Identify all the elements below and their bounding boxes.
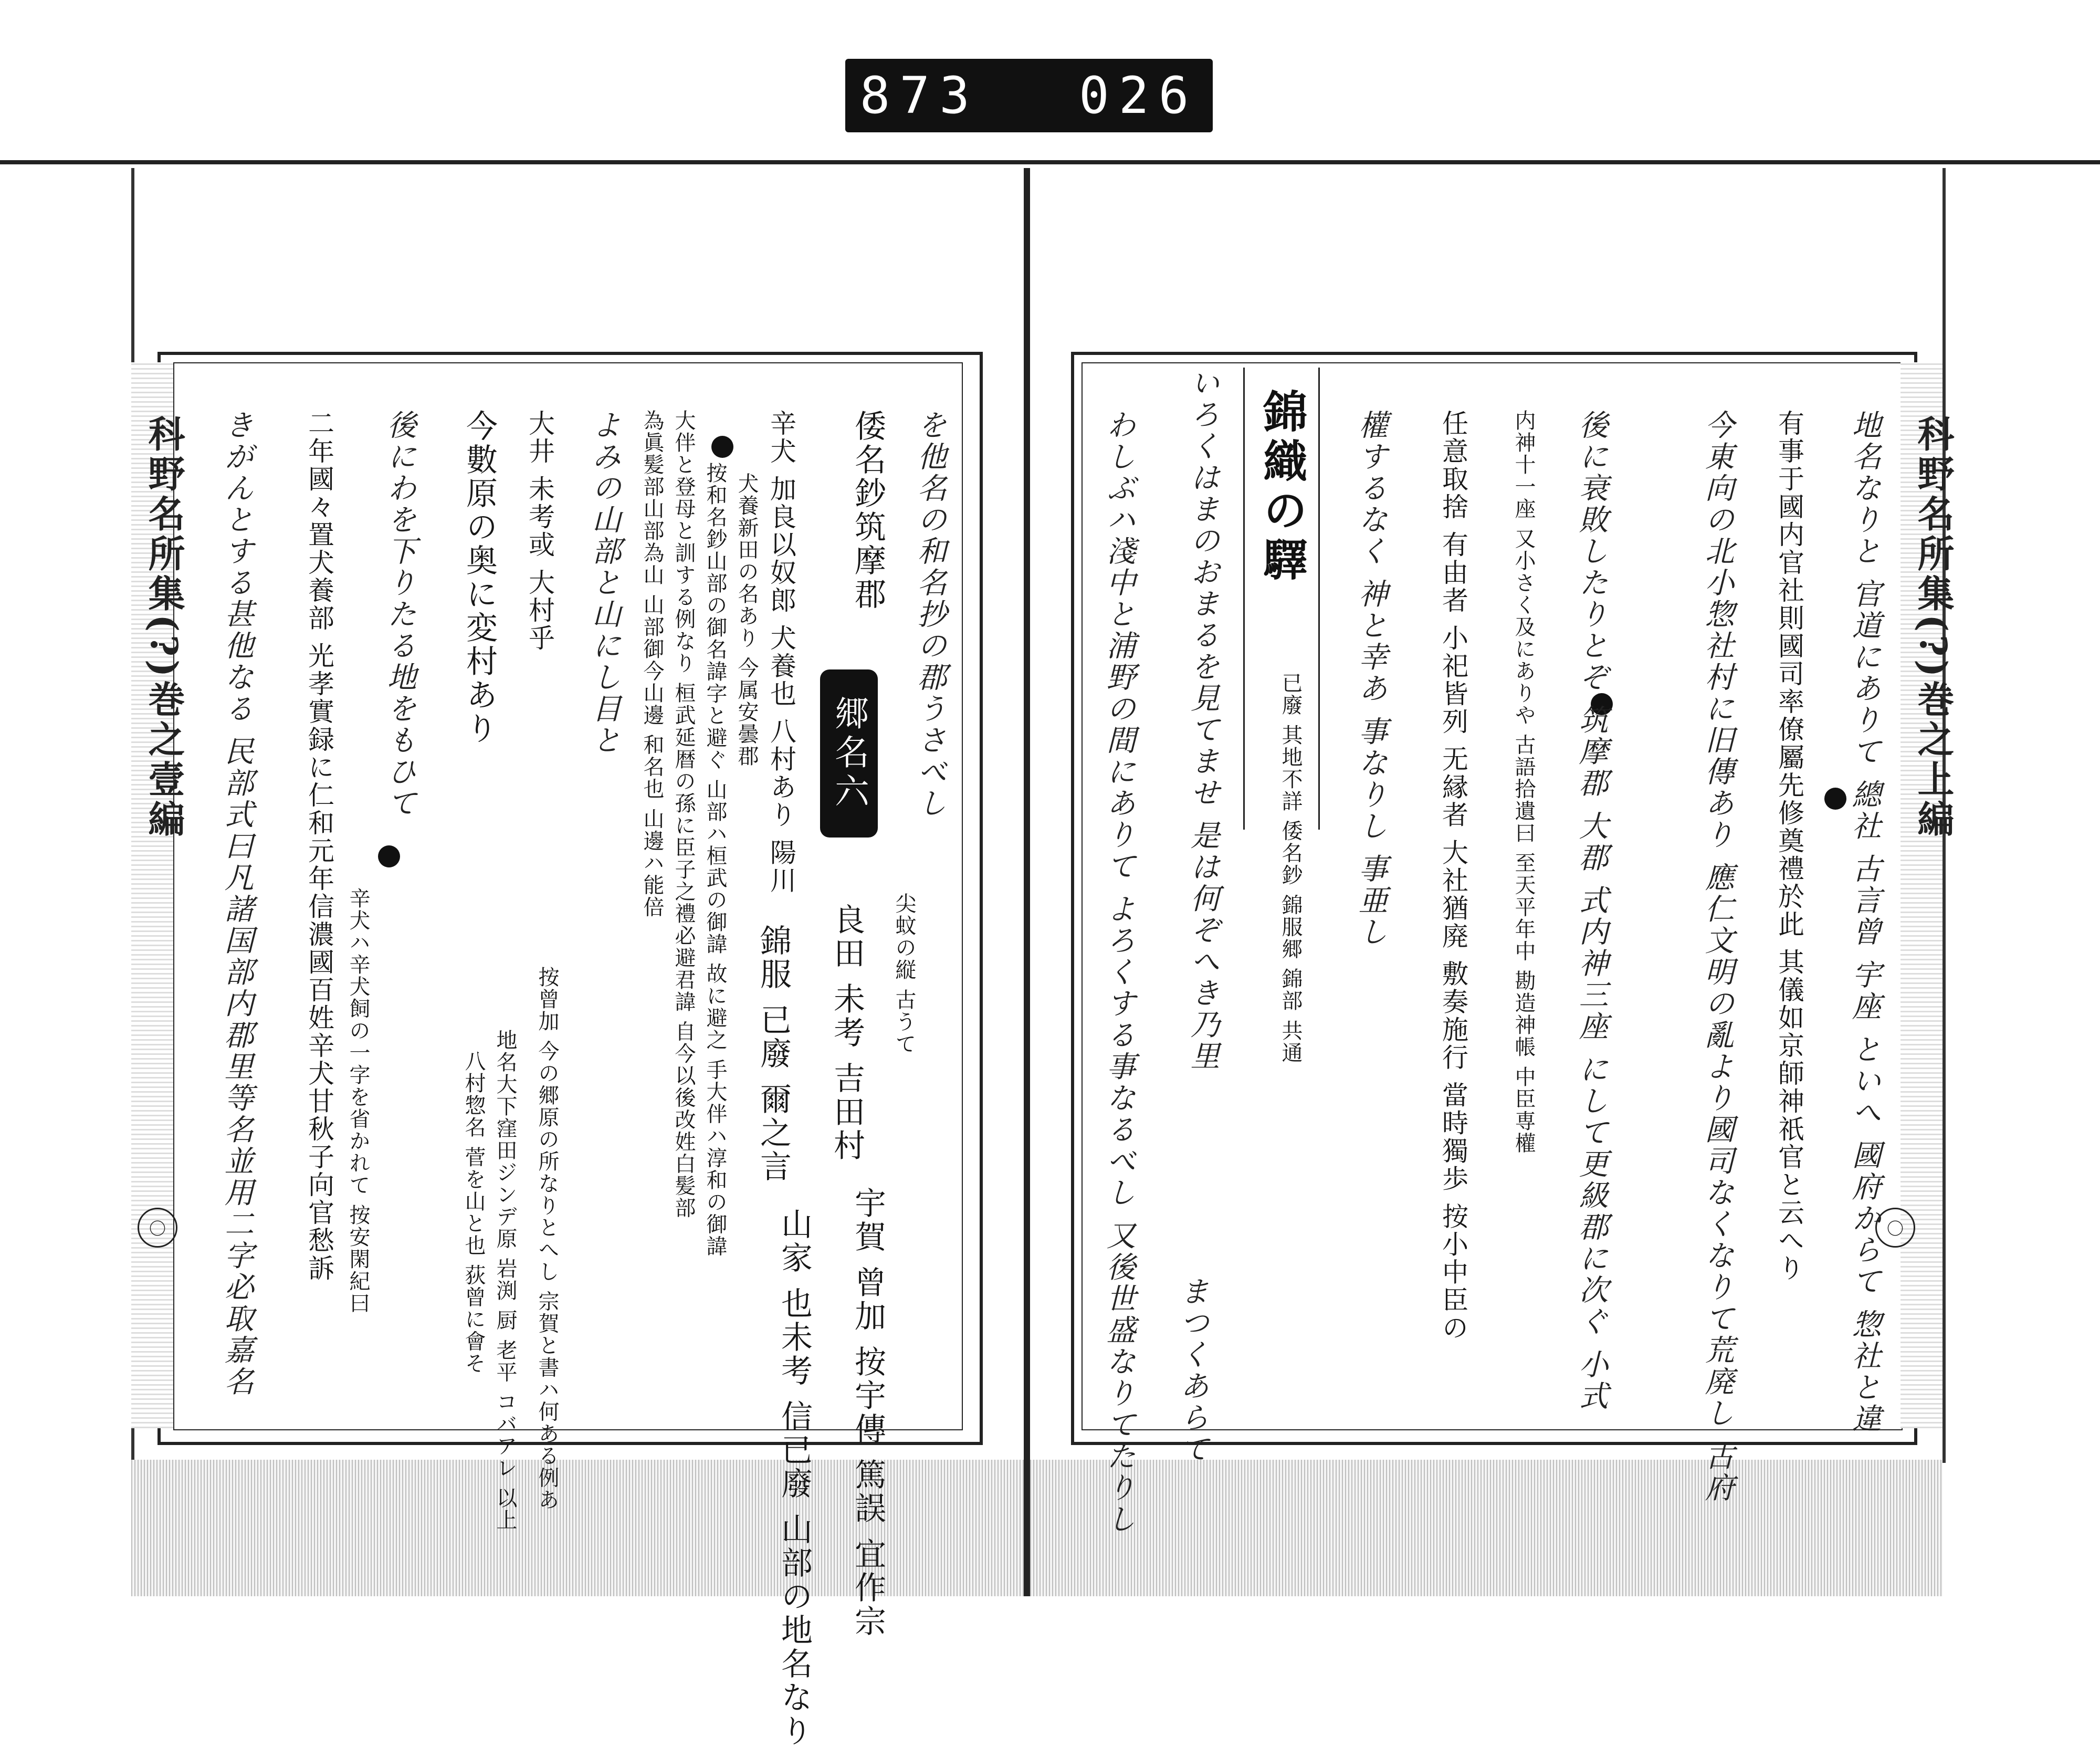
right-col-3: 今東向の北小惣社村に旧傳あり 應仁文明の亂より國司なくなりて荒廃し 古府: [1700, 410, 1735, 1504]
left-col-3: 辛犬 加良以奴郎 犬養也 八村あり 陽川: [766, 410, 796, 895]
right-col-1: 地名なりと 官道にありて 總社 古言曾 宇座 といへ 國府からて 惣社と違: [1847, 410, 1882, 1435]
right-cursive-1: いろくはまのおまるを見てませ 是は何ぞへき乃里: [1185, 368, 1220, 1072]
left-mid-col-8: 山家 也未考 信已廢 山部の地名なり: [776, 1208, 813, 1748]
reel-number-right: 026: [1079, 66, 1199, 125]
left-col-2: 倭名鈔筑摩郡: [849, 410, 886, 611]
right-cursive-2: まつくあらて: [1175, 1276, 1210, 1465]
right-col-2: 有事于國内官社則國司率僚屬先修奠禮於此 其儀如京師神祇官と云へり: [1774, 410, 1804, 1282]
left-col-13: きがんとする甚他なる 民部式曰凡諸国部内郡里等名並用二字必取嘉名: [219, 410, 254, 1398]
left-note-top: 尖蚊の縦 古うて: [892, 893, 916, 1055]
left-page-edge: [131, 1460, 1024, 1596]
left-col-8: よみの山部と山にし目と: [587, 410, 622, 756]
reel-number-plate: [845, 59, 1213, 132]
left-mid-col-5: 八村惣名 菅を山と也 荻曾に會そ: [461, 1050, 486, 1375]
right-col-5: 内神十一座 又小さく及にありや 古語拾遺曰 至天平年中 勘造神帳 中臣専權: [1511, 410, 1536, 1154]
station-note: 已廢 其地不詳 倭名鈔 錦服郷 錦部 共通: [1278, 672, 1303, 1064]
station-title: 錦織の驛: [1256, 389, 1308, 586]
left-col-11: 後にわを下りたる地をもひて: [382, 410, 417, 819]
top-rule: [0, 160, 2100, 164]
right-cursive-3: わしぶハ淺中と浦野の間にありて よろくする事なるべし 又後世盛なりてたりし: [1101, 410, 1136, 1535]
left-mid-col-1: 良田 未考 吉田村: [828, 903, 865, 1163]
right-col-6: 任意取捨 有由者 小祀皆列 无縁者 大社猶廃 敷奏施行 當時獨歩 按小中臣の: [1438, 410, 1468, 1342]
right-col-4: 後に衰敗したりとぞ 筑摩郡 大郡 式内神三座 にして更級郡に次ぐ 小式: [1574, 410, 1609, 1412]
reel-number-left: 873: [859, 66, 979, 125]
left-page-number: 〇: [138, 1208, 177, 1248]
left-col-4: 犬養新田の名あり 今属安曇郡: [734, 473, 759, 767]
left-col-12: 二年國々置犬養部 光孝實録に仁和元年信濃國百姓辛犬甘秋子向官愁訴: [304, 410, 334, 1282]
left-mid-col-2: 錦服 已廢 爾之言: [755, 924, 792, 1184]
book-spine: [1024, 168, 1030, 1596]
left-text-frame-inner: [173, 362, 963, 1430]
left-mid-col-7: 宇賀 曾加 按宇傳 篤誤 宜作宗: [849, 1187, 886, 1639]
right-page-number: 〇: [1875, 1208, 1915, 1248]
left-col-6: 大伴と登母と訓する例なり 桓武延暦の孫に臣子之禮必避君諱 自今以後改姓白髪部: [671, 410, 696, 1219]
gomei-box: 郷名六: [820, 669, 878, 838]
right-running-title: 科野名所集(?)巻之上編: [1912, 415, 1955, 840]
left-col-5: 按和名鈔山部の御名諱字と避ぐ 山部ハ桓武の御諱 故に避之 手大伴ハ淳和の御諱: [703, 462, 727, 1258]
left-col-7: 為眞髪部山部為山 山部御今山邊 和名也 山邊ハ能倍: [640, 410, 664, 918]
left-running-title: 科野名所集(?)巻之壹編: [142, 415, 186, 840]
bullet-dot-2: [378, 845, 400, 867]
left-col-1: を他名の和名抄の郡うさべし: [912, 410, 947, 819]
left-mid-col-3: 按曾加 今の郷原の所なりとへし 宗賀と書ハ何ある例あ: [535, 966, 559, 1511]
bullet-dot-3: [1824, 788, 1846, 810]
bullet-dot: [711, 436, 733, 458]
left-mid-col-4: 地名大下窪田ジンデ原 岩渕 厨 老平 コバアレ 以上: [493, 1029, 517, 1531]
right-col-7: 權するなく 神と幸あ 事なりし 事亜し: [1353, 410, 1388, 948]
right-page-edge: [1030, 1460, 1942, 1596]
left-mid-col-6: 辛犬ハ辛犬飼の一字を省かれて 按安閑紀曰: [346, 887, 370, 1314]
left-col-10: 今數原の奥に変村あり: [461, 410, 498, 746]
left-col-9: 大井 未考或 大村乎: [524, 410, 555, 652]
